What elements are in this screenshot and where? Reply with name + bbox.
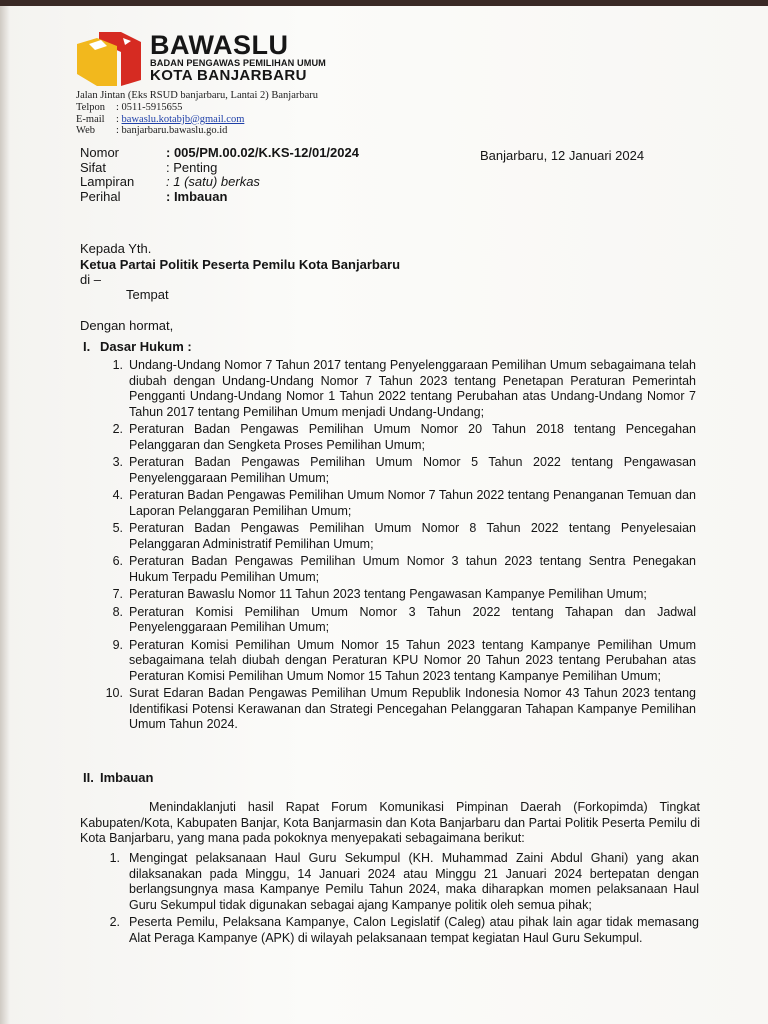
- brand-city: KOTA BANJARBARU: [150, 67, 307, 84]
- list-item-text: Peraturan Komisi Pemilihan Umum Nomor 15 Tahun 2023 tentang Kampanye Pemilihan Umum sebagaimana telah diubah dengan Peraturan KPU Nomor 20 Tahun 2023 tentang Perubahan atas Peraturan Komisi Pemilihan Umum Nomor 15 Tahun 2023 tentang Kampanye Pemilihan Umum;: [129, 637, 696, 683]
- email-line: [76, 114, 318, 126]
- section-2-title: Imbauan: [100, 770, 154, 785]
- list-item: [112, 422, 696, 453]
- list-item: [112, 604, 696, 636]
- meta-sifat: [80, 161, 359, 176]
- email-separator: :: [116, 113, 122, 125]
- list-item-number: 9.: [112, 637, 123, 652]
- recipient-name: Ketua Partai Politik Peserta Pemilu Kota Banjarbaru: [80, 257, 401, 272]
- phone-label: Telpon: [76, 101, 106, 113]
- list-item-number: 7.: [112, 587, 123, 601]
- appeal-intro-paragraph: Menindaklanjuti hasil Rapat Forum Komunikasi Pimpinan Daerah (Forkopimda) Tingkat Kabupaten/Kota, Kabupaten Banjar, Kota Banjarmasin dan Kota Banjarbaru dan Partai Politik Peserta Pemilu di Kota Banjarbaru, yang mana pada pokoknya menyepakati sebagaimana berikut:: [80, 800, 700, 845]
- list-item-number: 1.: [109, 851, 120, 865]
- list-item: [109, 915, 699, 946]
- list-item: [112, 554, 696, 585]
- list-item: [112, 637, 696, 685]
- letter-date: Banjarbaru, 12 Januari 2024: [480, 148, 645, 163]
- phone-line: [76, 102, 318, 114]
- sifat-label: Sifat: [80, 159, 107, 175]
- list-item-text: Peraturan Badan Pengawas Pemilihan Umum Nomor 20 Tahun 2018 tentang Pencegahan Pelanggaran dan Sengketa Proses Pemilihan Umum;: [129, 422, 696, 452]
- list-item-number: 8.: [112, 604, 123, 619]
- list-item: [112, 488, 696, 519]
- sifat-value: : Penting: [166, 159, 218, 175]
- list-item-text: Peraturan Komisi Pemilihan Umum Nomor 3 Tahun 2022 tentang Tahapan dan Jadwal Penyelenggaraan Pemilihan Umum;: [129, 604, 696, 634]
- list-item-text: Peraturan Badan Pengawas Pemilihan Umum Nomor 5 Tahun 2022 tentang Pengawasan Penyelenggaraan Pemilihan Umum;: [129, 455, 696, 485]
- nomor-label: Nomor: [80, 145, 120, 160]
- list-item-text: Peserta Pemilu, Pelaksana Kampanye, Calon Legislatif (Caleg) atau pihak lain agar tidak memasang Alat Peraga Kampanye (APK) di wilayah pelaksanaan tempat kegiatan Haul Guru Sekumpul.: [129, 915, 699, 945]
- list-item-number: 2.: [109, 915, 120, 929]
- list-item-number: 2.: [112, 422, 123, 436]
- web-line: [76, 125, 318, 137]
- list-item-number: 5.: [112, 521, 123, 535]
- section-1-number: I.: [83, 339, 91, 354]
- meta-perihal: [80, 190, 359, 205]
- lampiran-value: : 1 (satu) berkas: [166, 174, 260, 189]
- list-item-number: 3.: [112, 455, 123, 469]
- list-item-text: Peraturan Badan Pengawas Pemilihan Umum Nomor 7 Tahun 2022 tentang Penanganan Temuan dan Laporan Pelanggaran Pemilihan Umum;: [129, 488, 696, 518]
- list-item-text: Peraturan Badan Pengawas Pemilihan Umum Nomor 8 Tahun 2022 tentang Penyelesaian Pelanggaran Administratif Pemilihan Umum;: [129, 521, 696, 551]
- recipient-kepada: Kepada Yth.: [80, 241, 152, 256]
- section-1-heading: [83, 339, 192, 354]
- list-item: [105, 686, 696, 733]
- nomor-value: : 005/PM.00.02/K.KS-12/01/2024: [166, 145, 359, 160]
- appeal-list: [109, 851, 699, 948]
- recipient-tempat: Tempat: [126, 287, 169, 302]
- meta-lampiran: [80, 175, 359, 190]
- section-1-title: Dasar Hukum :: [100, 339, 192, 354]
- list-item-number: 6.: [112, 554, 123, 568]
- web-value: : banjarbaru.bawaslu.go.id: [116, 125, 228, 137]
- letter-meta: [80, 146, 359, 204]
- brand-name: BAWASLU: [150, 30, 289, 60]
- legal-basis-list: [105, 358, 696, 735]
- greeting: Dengan hormat,: [80, 318, 174, 333]
- brand-subtitle: BADAN PENGAWAS PEMILIHAN UMUM: [150, 58, 326, 68]
- web-label: Web: [76, 125, 95, 137]
- list-item: [112, 358, 696, 420]
- contact-block: [76, 90, 318, 137]
- list-item: [109, 851, 699, 913]
- address-line: Jalan Jintan (Eks RSUD banjarbaru, Lantai 2) Banjarbaru: [76, 90, 319, 101]
- list-item-number: 4.: [112, 488, 123, 502]
- list-item: [112, 521, 696, 552]
- list-item: [112, 455, 696, 486]
- list-item-text: Peraturan Bawaslu Nomor 11 Tahun 2023 tentang Pengawasan Kampanye Pemilihan Umum;: [129, 587, 647, 601]
- list-item-text: Peraturan Badan Pengawas Pemilihan Umum Nomor 3 tahun 2023 tentang Sentra Penegakan Hukum Terpadu Pemilihan Umum;: [129, 554, 696, 584]
- email-label: E-mail: [76, 113, 105, 125]
- list-item-number: 10.: [105, 686, 123, 700]
- list-item-text: Mengingat pelaksanaan Haul Guru Sekumpul (KH. Muhammad Zaini Abdul Ghani) yang akan dilaksanakan pada Minggu, 14 Januari 2024 atau Minggu 21 Januari 2024 bertepatan dengan berlangsungnya masa Kampanye Pemilu Tahun 2024, maka diharapkan momen pelaksanaan Haul Guru Sekumpul tidak digunakan sebagai ajang Kampanye politik oleh semua pihak;: [129, 851, 699, 912]
- list-item: [112, 587, 696, 603]
- list-item-text: Surat Edaran Badan Pengawas Pemilihan Umum Republik Indonesia Nomor 43 Tahun 2023 tentang Identifikasi Potensi Kerawanan dan Strategi Pencegahan Pelanggaran Tahapan Kampanye Pemilihan Umum Tahun 2024.: [129, 686, 696, 731]
- email-link[interactable]: bawaslu.kotabjb@gmail.com: [121, 113, 245, 125]
- perihal-value: : Imbauan: [166, 188, 228, 204]
- section-2-heading: [83, 770, 153, 785]
- perihal-label: Perihal: [80, 188, 121, 204]
- meta-nomor: [80, 146, 359, 161]
- page-shadow: [0, 6, 10, 1024]
- section-2-number: II.: [83, 770, 94, 785]
- phone-value: : 0511-5915655: [116, 101, 183, 113]
- list-item-text: Undang-Undang Nomor 7 Tahun 2017 tentang Penyelenggaraan Pemilihan Umum sebagaimana telah diubah dengan Undang-Undang Nomor 7 Tahun 2023 tentang Penetapan Peraturan Pemerintah Pengganti Undang-Undang Nomor 1 Tahun 2022 tentang Perubahan atas Undang-Undang Nomor 7 Tahun 2017 tentang Pemilihan Umum menjadi Undang-Undang;: [129, 358, 696, 419]
- recipient-di: di –: [80, 272, 101, 287]
- bawaslu-logo-icon: [77, 32, 141, 86]
- lampiran-label: Lampiran: [80, 174, 135, 189]
- list-item-number: 1.: [112, 358, 123, 372]
